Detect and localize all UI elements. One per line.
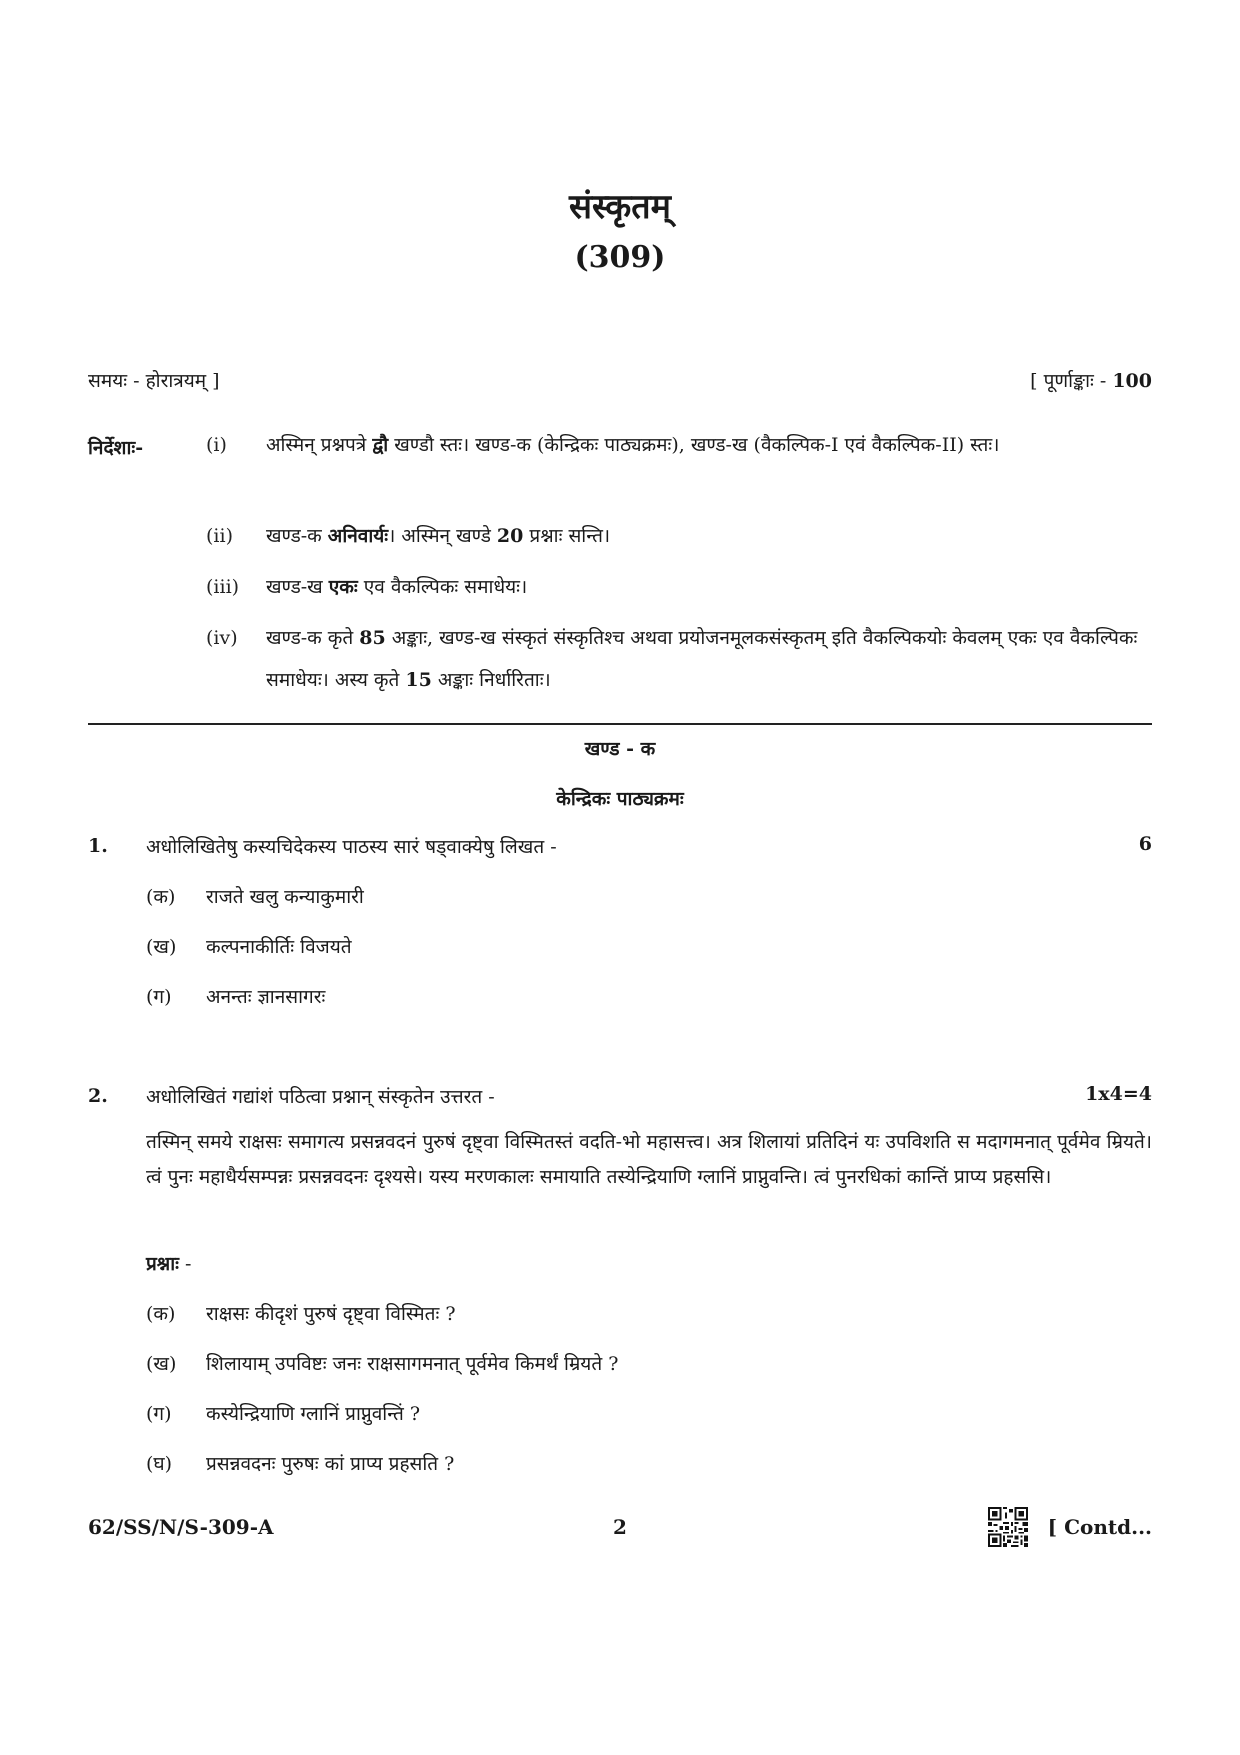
- instruction-emphasis: द्वौ: [372, 434, 389, 456]
- qr-code-icon: [988, 1507, 1028, 1547]
- instruction-emphasis: 20: [496, 525, 524, 547]
- option-label: (ग): [146, 1403, 172, 1425]
- question-text: अधोलिखितं गद्यांशं पठित्वा प्रश्नान् संस्कृतेन उत्तरत -: [146, 1086, 495, 1108]
- page-number: 2: [613, 1515, 627, 1539]
- instruction-emphasis: एकः: [328, 576, 358, 598]
- instruction-part: अस्मिन् प्रश्नपत्रे: [266, 434, 373, 456]
- instruction-emphasis: 85: [359, 627, 386, 649]
- page-title: संस्कृतम्: [568, 187, 672, 227]
- instruction-part: अङ्काः, खण्ड-ख संस्कृतं संस्कृतिश्च अथवा प्रयोजनमूलकसंस्कृतम् इति वैकल्पिकयोः केवलम् एकः एव वैकल्पिकः समाधेयः। अस्य कृते: [266, 627, 1138, 691]
- instruction-part: प्रश्नाः सन्ति।: [523, 525, 611, 547]
- maximum-marks: [1030, 367, 1152, 393]
- time-allowed: समयः - होरात्रयम् ]: [88, 370, 220, 392]
- option-text: कस्येन्द्रियाणि ग्लानिं प्राप्नुवन्तिं ?: [206, 1403, 421, 1425]
- option-label: (ख): [146, 1353, 177, 1375]
- option-label: (क): [146, 1303, 176, 1325]
- instruction-part: खण्डौ स्तः। खण्ड-क (केन्द्रिकः पाठ्यक्रमः), खण्ड-ख (वैकल्पिक-I एवं वैकल्पिक-II) स्तः।: [388, 434, 1000, 456]
- option-label: (क): [146, 886, 176, 908]
- section-divider: [88, 723, 1152, 725]
- instruction-number: (iv): [206, 627, 238, 649]
- instruction-part: खण्ड-ख: [266, 576, 329, 598]
- option-text: प्रसन्नवदनः पुरुषः कां प्राप्य प्रहसति ?: [206, 1453, 455, 1475]
- marks-value: 100: [1112, 370, 1152, 392]
- option-text: राजते खलु कन्याकुमारी: [206, 886, 364, 908]
- option-label: (ग): [146, 986, 172, 1008]
- instruction-part: एव वैकल्पिकः समाधेयः।: [357, 576, 528, 598]
- instruction-emphasis: 15: [405, 669, 432, 691]
- instruction-text: [266, 617, 1152, 701]
- question-marks: 6: [1138, 833, 1152, 855]
- instruction-part: खण्ड-क: [266, 525, 328, 547]
- option-label: (ख): [146, 936, 177, 958]
- section-title: खण्ड - क: [584, 738, 656, 760]
- questions-label: [146, 1250, 191, 1276]
- questions-label-text: प्रश्नाः: [146, 1253, 180, 1275]
- option-label: (घ): [146, 1453, 173, 1475]
- continued-label: [ Contd...: [1047, 1515, 1152, 1539]
- question-text: अधोलिखितेषु कस्यचिदेकस्य पाठस्य सारं षड्वाक्येषु लिखत -: [146, 836, 557, 858]
- paper-code: 62/SS/N/S-309-A: [88, 1515, 274, 1539]
- instruction-text: [266, 515, 1152, 557]
- instruction-part: अङ्काः निर्धारिताः।: [431, 669, 551, 691]
- instruction-text: [266, 424, 1152, 466]
- instruction-emphasis: अनिवार्यः: [327, 525, 389, 547]
- marks-prefix: [ पूर्णाङ्काः -: [1030, 370, 1113, 392]
- section-subtitle: केन्द्रिकः पाठ्यक्रमः: [556, 788, 684, 810]
- question-marks: 1x4=4: [1085, 1083, 1152, 1105]
- question-number: 1.: [88, 835, 108, 857]
- questions-label-dash: -: [179, 1253, 192, 1275]
- subject-code: (309): [574, 240, 666, 275]
- instructions-label: निर्देशाः-: [88, 437, 144, 459]
- instruction-part: खण्ड-क कृते: [266, 627, 360, 649]
- instruction-number: (iii): [206, 576, 240, 598]
- option-text: कल्पनाकीर्तिः विजयते: [206, 936, 352, 958]
- instruction-number: (i): [206, 434, 227, 456]
- option-text: शिलायाम् उपविष्टः जनः राक्षसागमनात् पूर्वमेव किमर्थं म्रियते ?: [206, 1353, 619, 1375]
- passage: तस्मिन् समये राक्षसः समागत्य प्रसन्नवदनं पुरुषं दृष्ट्वा विस्मितस्तं वदति-भो महासत्त्व। अत्र शिलायां प्रतिदिनं यः उपविशति स मदागमनात् पूर्वमेव म्रियते। त्वं पुनः महाधैर्यसम्पन्नः प्रसन्नवदनः दृश्यसे। यस्य मरणकालः समायाति तस्येन्द्रियाणि ग्लानिं प्राप्नुवन्ति। त्वं पुनरधिकां कान्तिं प्राप्य प्रहससि।: [146, 1131, 1152, 1188]
- option-text: राक्षसः कीदृशं पुरुषं दृष्ट्वा विस्मितः ?: [206, 1303, 456, 1325]
- instruction-part: । अस्मिन् खण्डे: [388, 525, 497, 547]
- instruction-number: (ii): [206, 525, 233, 547]
- instruction-text: [266, 566, 1152, 608]
- option-text: अनन्तः ज्ञानसागरः: [206, 986, 326, 1008]
- question-number: 2.: [88, 1085, 108, 1107]
